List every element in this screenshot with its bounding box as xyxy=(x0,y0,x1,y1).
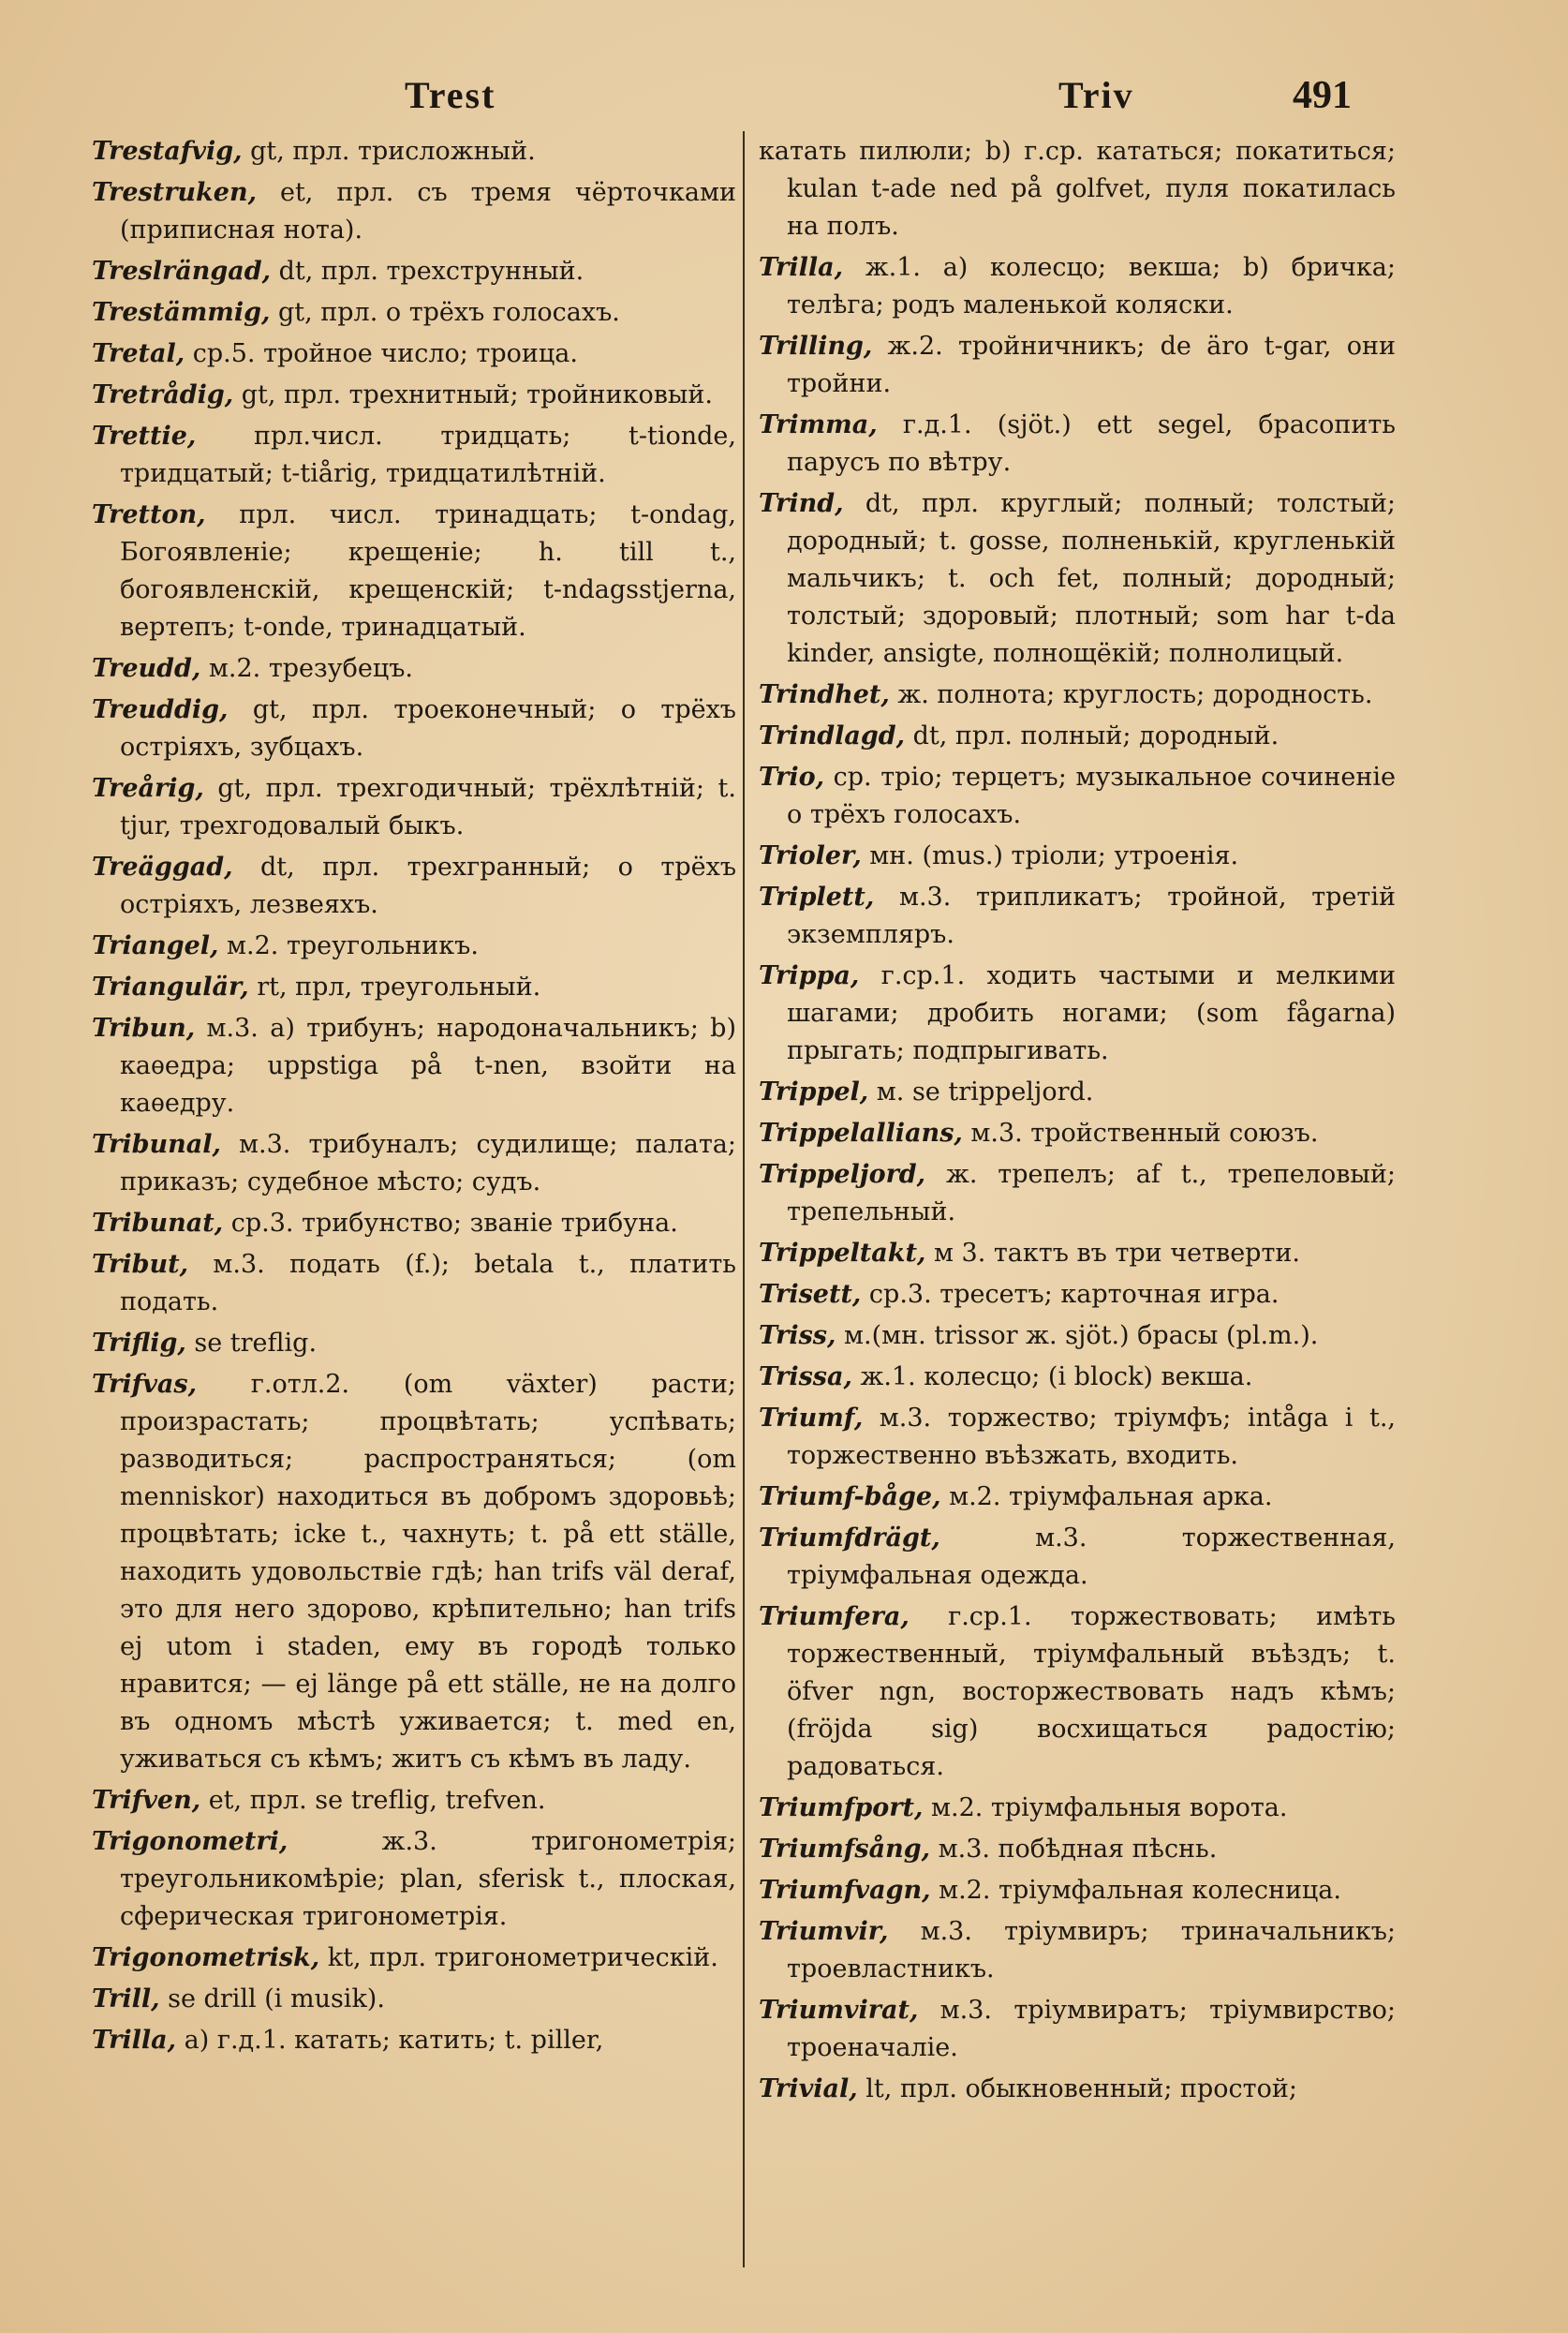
entry-headword: Triumfera, xyxy=(759,1602,910,1631)
dictionary-entry xyxy=(759,2071,1396,2108)
entry-definition: ж.3. тригонометрія; треугольникомѣріе; plan, sferisk t., плоская, сферическая тригонометрія. xyxy=(120,1827,736,1931)
entry-definition: ср. тріо; терцетъ; музыкальное сочиненіе о трёхъ голосахъ. xyxy=(787,763,1396,829)
dictionary-entry xyxy=(92,2022,736,2059)
entry-headword: Trilling, xyxy=(759,332,873,361)
entry-headword: Triumf, xyxy=(759,1404,864,1433)
entry-definition: прл.числ. тридцать; t-tionde, тридцатый; t-tiårig, тридцатилѣтній. xyxy=(120,422,736,488)
entry-definition: kt, прл. тригонометрическій. xyxy=(319,1943,718,1972)
dictionary-entry xyxy=(759,1359,1396,1396)
entry-headword: Triangel, xyxy=(92,931,219,960)
dictionary-entry xyxy=(92,849,736,924)
entry-headword: Trigonometri, xyxy=(92,1827,288,1856)
header-right-word: Triv xyxy=(1058,74,1134,116)
entry-headword: Trigonometrisk, xyxy=(92,1943,320,1972)
dictionary-entry xyxy=(92,1126,736,1201)
entry-headword: Trimma, xyxy=(759,410,878,439)
entry-headword: Triangulär, xyxy=(92,973,249,1002)
dictionary-entry xyxy=(759,1790,1396,1827)
dictionary-entry xyxy=(759,1400,1396,1475)
dictionary-entry xyxy=(759,1913,1396,1988)
entry-headword: Triumfvagn, xyxy=(759,1876,931,1905)
entry-headword: Trivial, xyxy=(759,2074,858,2103)
entry-headword: Trio, xyxy=(759,763,825,792)
entry-headword: Treudd, xyxy=(92,654,201,683)
entry-definition: м.2. тріумфальная колесница. xyxy=(930,1876,1341,1905)
entry-headword: Tribun, xyxy=(92,1014,196,1043)
entry-headword: Trindhet, xyxy=(759,680,890,709)
entry-definition: ср.3. трибунство; званіе трибуна. xyxy=(223,1209,678,1238)
entry-definition: м 3. тактъ въ три четверти. xyxy=(925,1239,1300,1268)
entry-definition: ж.1. а) колесцо; векша; b) бричка; телѣга; родъ маленькой коляски. xyxy=(787,253,1396,319)
entry-definition: м.3. подать (f.); betala t., платить подать. xyxy=(120,1250,736,1316)
entry-definition: ж.1. колесцо; (i block) векша. xyxy=(851,1362,1253,1391)
dictionary-entry xyxy=(759,1598,1396,1786)
dictionary-entry xyxy=(92,1939,736,1977)
dictionary-entry xyxy=(92,1366,736,1778)
entry-headword: Triplett, xyxy=(759,883,875,912)
dictionary-entry xyxy=(759,1872,1396,1909)
entry-headword: Triumfsång, xyxy=(759,1835,931,1864)
dictionary-entry xyxy=(759,249,1396,324)
entry-definition: м.2. тріумфальная арка. xyxy=(940,1482,1273,1511)
entry-headword: Triumvirat, xyxy=(759,1996,919,2025)
entry-headword: Tribunat, xyxy=(92,1209,224,1238)
dictionary-entry xyxy=(92,1782,736,1820)
dictionary-entry xyxy=(759,133,1396,245)
entry-headword: Treäggad, xyxy=(92,853,233,882)
entry-headword: Tribunal, xyxy=(92,1130,221,1159)
dictionary-entry xyxy=(92,294,736,332)
dictionary-entry xyxy=(759,759,1396,834)
dictionary-entry xyxy=(759,1317,1396,1355)
entry-definition: gt, прл. трисложный. xyxy=(242,137,536,166)
dictionary-entry xyxy=(759,958,1396,1070)
dictionary-entry xyxy=(92,497,736,646)
entry-definition: катать пилюли; b) г.ср. кататься; покатиться; kulan t-ade ned på golfvet, пуля покатилась на полъ. xyxy=(759,137,1396,241)
entry-definition: gt, прл. о трёхъ голосахъ. xyxy=(270,298,620,327)
entry-headword: Trioler, xyxy=(759,841,862,870)
entry-definition: gt, прл. трехгодичный; трёхлѣтній; t. tjur, трехгодовалый быкъ. xyxy=(120,774,736,840)
entry-definition: et, прл. съ тремя чёрточками (приписная нота). xyxy=(120,178,736,245)
entry-headword: Trestämmig, xyxy=(92,298,271,327)
entry-headword: Trippeljord, xyxy=(759,1160,926,1189)
entry-headword: Trippeltakt, xyxy=(759,1239,926,1268)
entry-definition: м.(мн. trissor ж. sjöt.) брасы (pl.m.). xyxy=(836,1321,1319,1350)
dictionary-entry xyxy=(759,1992,1396,2067)
left-column xyxy=(92,133,736,2063)
entry-headword: Triumfport, xyxy=(759,1793,924,1822)
dictionary-entry xyxy=(759,1276,1396,1314)
entry-definition: м.3. тріумвиръ; триначальникъ; троевластникъ. xyxy=(787,1917,1396,1984)
dictionary-entry xyxy=(759,1074,1396,1111)
entry-headword: Triumf-båge, xyxy=(759,1482,941,1511)
dictionary-entry xyxy=(92,1981,736,2018)
entry-headword: Trill, xyxy=(92,1984,160,2014)
entry-headword: Tretton, xyxy=(92,500,206,529)
entry-definition: dt, прл. круглый; полный; толстый; дородный; t. gosse, полненькій, кругленькій мальчикъ; t. och fet, полный; дородный; толстый; здоровый; плотный; som har t-da kinder, ansigte, полнощёкій; полнолицый. xyxy=(787,489,1396,668)
entry-definition: м.3. торжество; тріумфъ; intåga i t., торжественно въѣзжать, входить. xyxy=(787,1404,1396,1470)
entry-definition: ср.3. тресетъ; карточная игра. xyxy=(861,1280,1280,1309)
entry-definition: et, прл. se treflig, trefven. xyxy=(200,1786,546,1815)
dictionary-entry xyxy=(92,1205,736,1242)
entry-headword: Tretal, xyxy=(92,339,185,368)
entry-definition: ж.2. тройничникъ; de äro t-gar, они тройни. xyxy=(787,332,1396,398)
dictionary-entry xyxy=(759,838,1396,875)
entry-definition: ср.5. тройное число; троица. xyxy=(185,339,578,368)
entry-definition: мн. (mus.) тріоли; утроенія. xyxy=(861,841,1239,870)
entry-headword: Tretrådig, xyxy=(92,380,234,409)
entry-definition: lt, прл. обыкновенный; простой; xyxy=(857,2074,1297,2103)
dictionary-entry xyxy=(759,879,1396,954)
entry-headword: Trippel, xyxy=(759,1077,869,1107)
dictionary-entry xyxy=(92,969,736,1006)
dictionary-entry xyxy=(92,691,736,766)
entry-definition: м.3. торжественная, тріумфальная одежда. xyxy=(787,1523,1396,1590)
dictionary-entry xyxy=(92,335,736,373)
entry-definition: м.3. трибуналъ; судилище; палата; приказъ; судебное мѣсто; судъ. xyxy=(120,1130,736,1196)
entry-headword: Trestruken, xyxy=(92,178,257,207)
entry-headword: Triumvir, xyxy=(759,1917,889,1946)
entry-headword: Trissa, xyxy=(759,1362,852,1391)
dictionary-entry xyxy=(759,718,1396,755)
entry-headword: Triumfdrägt, xyxy=(759,1523,940,1553)
entry-definition: м.3. трипликатъ; тройной, третій экземпляръ. xyxy=(787,883,1396,949)
dictionary-entry xyxy=(759,407,1396,482)
entry-definition: м.2. треугольникъ. xyxy=(218,931,479,960)
dictionary-entry xyxy=(92,174,736,249)
header-left-word: Trest xyxy=(405,74,496,116)
dictionary-entry xyxy=(92,133,736,171)
entry-headword: Trippelallians, xyxy=(759,1119,963,1148)
entry-definition: прл. числ. тринадцать; t-ondag, Богоявленіе; крещеніе; h. till t., богоявленскій, крещенскій; t-ndagsstjerna, вертепъ; t-onde, тринадцатый. xyxy=(120,500,736,642)
entry-definition: м.3. тройственный союзъ. xyxy=(962,1119,1319,1148)
entry-definition: ж. полнота; круглость; дородность. xyxy=(889,680,1373,709)
entry-headword: Trindlagd, xyxy=(759,721,906,750)
entry-definition: gt, прл. троеконечный; о трёхъ остріяхъ, зубцахъ. xyxy=(120,695,736,762)
dictionary-entry xyxy=(92,418,736,493)
dictionary-entry xyxy=(92,377,736,414)
dictionary-entry xyxy=(92,1325,736,1362)
entry-definition: gt, прл. трехнитный; тройниковый. xyxy=(233,380,713,409)
entry-headword: Trilla, xyxy=(92,2026,177,2055)
entry-definition: dt, прл. полный; дородный. xyxy=(905,721,1280,750)
dictionary-entry xyxy=(92,770,736,845)
entry-headword: Trippa, xyxy=(759,961,860,990)
entry-headword: Triflig, xyxy=(92,1329,186,1358)
dictionary-entry xyxy=(759,1115,1396,1152)
entry-headword: Trilla, xyxy=(759,253,844,282)
entry-definition: м.3. побѣдная пѣснь. xyxy=(930,1835,1218,1864)
dictionary-entry xyxy=(759,1156,1396,1231)
dictionary-entry xyxy=(759,676,1396,714)
entry-definition: м.3. а) трибунъ; народоначальникъ; b) каѳедра; uppstiga på t-nen, взойти на каѳедру. xyxy=(120,1014,736,1118)
entry-headword: Trifven, xyxy=(92,1786,201,1815)
entry-headword: Trettie, xyxy=(92,422,197,451)
dictionary-entry xyxy=(759,1831,1396,1868)
entry-definition: м.2. тріумфальныя ворота. xyxy=(923,1793,1288,1822)
dictionary-entry xyxy=(759,485,1396,673)
entry-headword: Tribut, xyxy=(92,1250,188,1279)
entry-headword: Trifvas, xyxy=(92,1370,198,1399)
entry-definition: м.2. трезубецъ. xyxy=(200,654,414,683)
dictionary-entry xyxy=(92,1823,736,1936)
entry-headword: Treslrängad, xyxy=(92,257,271,286)
dictionary-entry xyxy=(92,928,736,965)
entry-definition: г.отл.2. (om växter) расти; произрастать; процвѣтать; успѣвать; разводиться; распространяться; (om menniskor) находиться въ добромъ здоровьѣ; процвѣтать; icke t., чахнуть; t. på ett ställe, находить удовольствіе гдѣ; han trifs väl deraf, это для него здорово, крѣпительно; han trifs ej utom i staden, ему въ городѣ только нравится; — ej länge på ett ställe, не на долго въ одномъ мѣстѣ уживается; t. med en, уживаться съ кѣмъ; житъ съ кѣмъ въ ладу. xyxy=(120,1370,736,1774)
dictionary-entry xyxy=(92,1246,736,1321)
entry-definition: а) г.д.1. катать; катить; t. piller, xyxy=(176,2026,604,2055)
dictionary-entry xyxy=(759,328,1396,403)
entry-headword: Treårig, xyxy=(92,774,204,803)
column-divider xyxy=(743,131,745,2267)
entry-headword: Trestafvig, xyxy=(92,137,243,166)
dictionary-entry xyxy=(759,1235,1396,1272)
entry-headword: Trisett, xyxy=(759,1280,862,1309)
entry-definition: dt, прл. трехгранный; о трёхъ остріяхъ, лезвеяхъ. xyxy=(120,853,736,919)
dictionary-entry xyxy=(759,1520,1396,1595)
entry-definition: г.д.1. (sjöt.) ett segel, брасопить парусъ по вѣтру. xyxy=(787,410,1396,477)
entry-definition: м.3. тріумвиратъ; тріумвирство; троеначаліе. xyxy=(787,1996,1396,2062)
entry-definition: se treflig. xyxy=(185,1329,318,1358)
dictionary-entry xyxy=(92,1010,736,1122)
entry-definition: dt, прл. трехструнный. xyxy=(271,257,584,286)
entry-definition: rt, прл, треугольный. xyxy=(248,973,541,1002)
entry-headword: Trind, xyxy=(759,489,844,518)
page-number: 491 xyxy=(1293,74,1352,117)
entry-definition: м. se trippeljord. xyxy=(868,1077,1094,1107)
dictionary-entry xyxy=(759,1479,1396,1516)
entry-headword: Triss, xyxy=(759,1321,836,1350)
entry-definition: г.ср.1. торжествовать; имѣть торжественный, тріумфальный въѣздъ; t. öfver ngn, восторжествовать надъ кѣмъ; (fröjda sig) восхищаться радостію; радоваться. xyxy=(787,1602,1396,1781)
entry-definition: г.ср.1. ходить частыми и мелкими шагами; дробить ногами; (som fågarna) прыгать; подпрыгивать. xyxy=(787,961,1396,1065)
entry-definition: ж. трепелъ; af t., трепеловый; трепельный. xyxy=(787,1160,1396,1226)
dictionary-entry xyxy=(92,650,736,688)
entry-definition: se drill (i musik). xyxy=(159,1984,385,2014)
right-column xyxy=(759,133,1396,2112)
dictionary-entry xyxy=(92,253,736,290)
entry-headword: Treuddig, xyxy=(92,695,229,724)
